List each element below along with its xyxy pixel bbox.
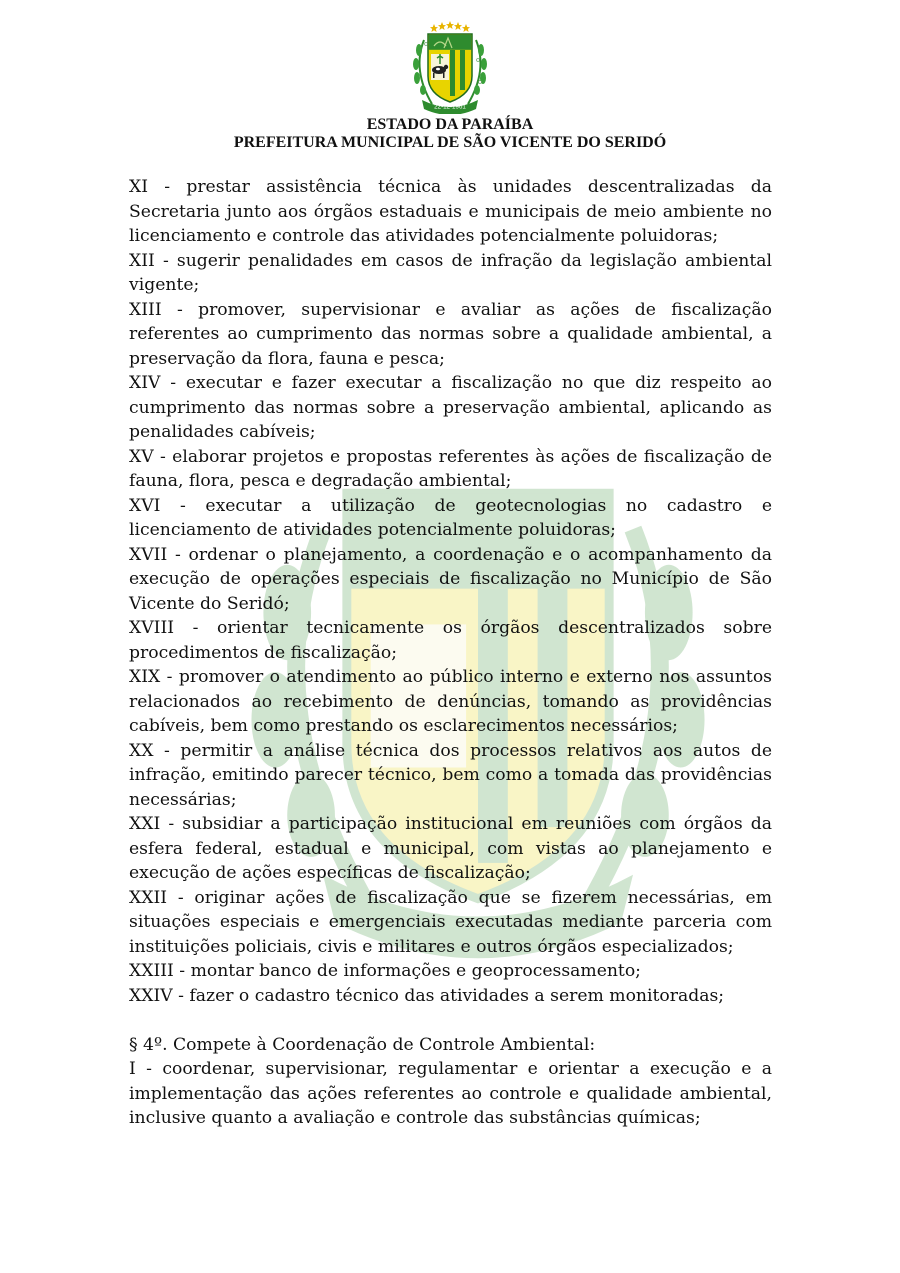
state-title: ESTADO DA PARAÍBA <box>366 116 534 133</box>
paragraph-item-xxiv: XXIV - fazer o cadastro técnico das atividades a serem monitoradas; <box>129 985 725 1006</box>
paragraph-item-xviii: XVIII - orientar tecnicamente os órgãos descentralizados sobre procedimentos de fiscalização; <box>129 618 772 663</box>
paragraph-item-xxii: XXII - originar ações de fiscalização que se fizerem necessárias, em situações especiais e emergenciais executadas mediante parceria com instituições policiais, civis e militares e outros órgãos especializados; <box>129 887 772 957</box>
paragraph-item-xvii: XVII - ordenar o planejamento, a coordenação e o acompanhamento da execução de operações especiais de fiscalização no Município de São Vicente do Seridó; <box>129 544 772 614</box>
paragraph-item-xv: XV - elaborar projetos e propostas referentes às ações de fiscalização de fauna, flora, pesca e degradação ambiental; <box>129 446 772 491</box>
document-body <box>129 175 772 1131</box>
section-4-item-i: I - coordenar, supervisionar, regulamentar e orientar a execução e a implementação das ações referentes ao controle e qualidade ambiental, inclusive quanto a avaliação e controle das substâncias químicas; <box>129 1059 772 1128</box>
paragraph-item-xxiii: XXIII - montar banco de informações e geoprocessamento; <box>129 961 641 981</box>
document-header <box>0 20 900 152</box>
paragraph-spacer <box>129 1008 772 1033</box>
paragraph-item-xx: XX - permitir a análise técnica dos processos relativos aos autos de infração, emitindo parecer técnico, bem como a tomada das providências necessárias; <box>129 740 772 810</box>
crest-date: 22-12-1961 <box>434 103 466 111</box>
municipal-crest-icon <box>398 20 502 114</box>
paragraph-item-xii: XII - sugerir penalidades em casos de infração da legislação ambiental vigente; <box>129 250 772 295</box>
paragraph-item-xix: XIX - promover o atendimento ao público interno e externo nos assuntos relacionados ao recebimento de denúncias, tomando as providências cabíveis, bem como prestando os esclarecimentos necessários; <box>129 667 772 736</box>
crest-stars <box>430 21 470 32</box>
paragraph-item-xvi: XVI - executar a utilização de geotecnologias no cadastro e licenciamento de atividades potencialmente poluidoras; <box>129 495 772 540</box>
paragraph-item-xxi: XXI - subsidiar a participação institucional em reuniões com órgãos da esfera federal, estadual e municipal, com vistas ao planejamento e execução de ações específicas de fiscalização; <box>129 814 772 883</box>
paragraph-item-xiii: XIII - promover, supervisionar e avaliar as ações de fiscalização referentes ao cumprimento das normas sobre a qualidade ambiental, a preservação da flora, fauna e pesca; <box>129 299 772 369</box>
city-hall-title: PREFEITURA MUNICIPAL DE SÃO VICENTE DO SERIDÓ <box>233 134 667 151</box>
section-4-heading: § 4º. Compete à Coordenação de Controle Ambiental: <box>129 1034 596 1055</box>
paragraph-item-xiv: XIV - executar e fazer executar a fiscalização no que diz respeito ao cumprimento das normas sobre a preservação ambiental, aplicando as penalidades cabíveis; <box>129 373 772 442</box>
paragraph-item-xi: XI - prestar assistência técnica às unidades descentralizadas da Secretaria junto aos órgãos estaduais e municipais de meio ambiente no licenciamento e controle das atividades potencialmente poluidoras; <box>129 177 772 246</box>
